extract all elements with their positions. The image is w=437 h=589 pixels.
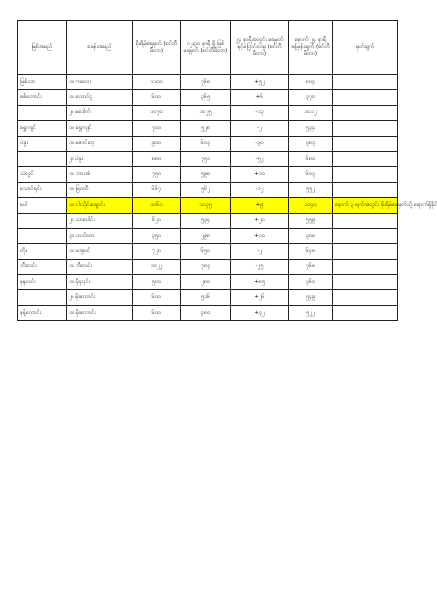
table-row	[18, 228, 398, 243]
change-cell: -၂	[231, 121, 289, 136]
danger-level-cell: ၆၆၇	[133, 182, 181, 197]
header-river: မြစ်အမည်	[18, 21, 67, 75]
change-cell: +၁၀	[231, 167, 289, 182]
river-name-cell: ဘီးလင်း	[18, 259, 67, 274]
station-name-cell: ၁။ ရွှေကျင်	[67, 121, 133, 136]
river-name-cell: သောင်ရင်း	[18, 182, 67, 197]
river-name-cell: နန့်ကောင်း	[18, 305, 67, 320]
table-row	[18, 151, 398, 166]
forecast-cell: ၁၀၁၂	[289, 105, 333, 120]
change-cell: +၁၀	[231, 228, 289, 243]
forecast-cell: ၆၀၃	[289, 167, 333, 182]
change-cell: +၂၀	[231, 213, 289, 228]
danger-level-cell: ၆၂၀	[133, 213, 181, 228]
river-name-cell: ရွှေကျင်	[18, 121, 67, 136]
station-name-cell: ၁။ ငါးသိုင်းချောင်း	[67, 198, 133, 213]
station-name-cell: ၁။ ဇောင်းတု	[67, 136, 133, 151]
river-name-cell: တိုး	[18, 244, 67, 259]
current-level-cell: ၅၉၈	[181, 167, 231, 182]
river-name-cell: သံလွင်	[18, 167, 67, 182]
remark-cell	[333, 136, 398, 151]
station-name-cell: ၁။ တောင်ငူ	[67, 90, 133, 105]
river-name-cell	[18, 228, 67, 243]
change-cell: -၃၀	[231, 136, 289, 151]
current-level-cell: ၃၆၅	[181, 90, 231, 105]
danger-level-cell: ၇၂၀	[133, 244, 181, 259]
remark-cell	[333, 275, 398, 290]
station-name-cell: ၂။ ပဲခူး	[67, 151, 133, 166]
river-name-cell: မြစ်သာ	[18, 75, 67, 90]
river-name-cell	[18, 290, 67, 305]
change-cell: -၂၅	[231, 259, 289, 274]
forecast-cell: ၃၇၀	[289, 90, 333, 105]
table-row	[18, 75, 398, 90]
remark-cell	[333, 90, 398, 105]
header-24h-change: ၂၄ နာရီအတွင်း ရေမှတ်နှင့်ပြောင်းလဲမှု (စင်တီမီတာ)	[231, 21, 289, 75]
remark-cell	[333, 151, 398, 166]
remark-cell	[333, 121, 398, 136]
river-name-cell	[18, 105, 67, 120]
danger-level-cell: ၁၁၀၀	[133, 75, 181, 90]
danger-level-cell: ၁၀၇၀	[133, 105, 181, 120]
change-cell: -၁၃	[231, 105, 289, 120]
station-name-cell: ၂။ မဒေါက်	[67, 105, 133, 120]
remark-cell	[333, 259, 398, 274]
table-row	[18, 305, 398, 320]
change-cell: +၅၂	[231, 75, 289, 90]
remark-cell	[333, 290, 398, 305]
forecast-cell: ၅၃၄	[289, 121, 333, 136]
river-name-cell	[18, 213, 67, 228]
remark-cell	[333, 244, 398, 259]
river-level-table	[17, 20, 437, 321]
current-level-cell: ၂၉၈	[181, 228, 231, 243]
table-row	[18, 198, 398, 213]
current-level-cell: ၆၀၃	[181, 136, 231, 151]
forecast-cell: ၅၂၂	[289, 305, 333, 320]
remark-cell	[333, 182, 398, 197]
danger-level-cell: ၆၀၀	[133, 290, 181, 305]
danger-level-cell: ၆၀၀	[133, 305, 181, 320]
header-remark: မှတ်ချက်	[333, 21, 398, 75]
change-cell: -၂	[231, 244, 289, 259]
remark-cell	[333, 228, 398, 243]
change-cell: +၈၅	[231, 275, 289, 290]
danger-level-cell: ၅၀၀	[133, 275, 181, 290]
danger-level-cell: ၃၅၀	[133, 228, 181, 243]
station-name-cell: ၃။ ဟင်္သာတ	[67, 228, 133, 243]
river-name-cell: ပဲခူး	[18, 136, 67, 151]
remark-cell	[333, 167, 398, 182]
forecast-cell: ၇၆၈	[289, 259, 333, 274]
station-name-cell: ၁။ ကလေး	[67, 75, 133, 90]
table-row	[18, 259, 398, 274]
forecast-cell: ၆၄၈	[289, 244, 333, 259]
change-cell: +၆	[231, 90, 289, 105]
table-row	[18, 213, 398, 228]
forecast-cell: ၅၄၉	[289, 290, 333, 305]
danger-level-cell: ၁၀၂၂	[133, 259, 181, 274]
river-name-cell	[18, 151, 67, 166]
current-level-cell: ၆၅၀	[181, 244, 231, 259]
remark-cell: နောက် ၃ ရက်အတွင်း စိုးရိမ်ရေမှတ်သို့ ရောက်ရှိနိုင်	[333, 198, 398, 213]
current-level-cell: ၅၃၄	[181, 213, 231, 228]
current-level-cell: ၂၈၀	[181, 275, 231, 290]
danger-level-cell: ၉၀၀	[133, 136, 181, 151]
forecast-cell: ၆၈၀	[289, 151, 333, 166]
station-name-cell: ၂။ မိုးကောင်း	[67, 290, 133, 305]
current-level-cell: ၅၂၈	[181, 121, 231, 136]
table-row	[18, 290, 398, 305]
table-row	[18, 167, 398, 182]
table-row	[18, 90, 398, 105]
danger-level-cell: ၁၀၆၀	[133, 198, 181, 213]
danger-level-cell: ၇၅၀	[133, 167, 181, 182]
table-row	[18, 275, 398, 290]
remark-cell	[333, 305, 398, 320]
station-name-cell: ၁။ မြဝတီ	[67, 182, 133, 197]
forecast-cell: ၅၅၂	[289, 182, 333, 197]
current-level-cell: ၅၆၂	[181, 182, 231, 197]
current-level-cell: ၇၈၃	[181, 259, 231, 274]
forecast-cell: ၁၀၄၀	[289, 198, 333, 213]
station-name-cell: ၁။ မအူပင်	[67, 244, 133, 259]
forecast-cell: ၈၀၄	[289, 75, 333, 90]
change-cell: -၅၂	[231, 151, 289, 166]
change-cell: -၁၂	[231, 182, 289, 197]
table-body	[18, 75, 437, 321]
station-name-cell: ၂။ သာပေါင်း	[67, 213, 133, 228]
change-cell: +၉	[231, 198, 289, 213]
current-level-cell: ၁၀၂၅	[181, 105, 231, 120]
table-row	[18, 121, 398, 136]
header-station: စခန်းအမည်	[67, 21, 133, 75]
remark-cell	[333, 213, 398, 228]
river-name-cell: စစ်တောင်း	[18, 90, 67, 105]
station-name-cell: ၁။ ဘီးလင်း	[67, 259, 133, 274]
forecast-cell: ၃၈၃	[289, 136, 333, 151]
river-name-cell: ဝေါ	[18, 198, 67, 213]
danger-level-cell: ၈၈၀	[133, 151, 181, 166]
table-row	[18, 244, 398, 259]
current-level-cell: ၄၈၀	[181, 305, 231, 320]
current-level-cell: ၁၀၃၅	[181, 198, 231, 213]
forecast-cell: ၃၀၈	[289, 228, 333, 243]
station-name-cell: ၁။ ဘားအံ	[67, 167, 133, 182]
current-level-cell: ၇၅၁	[181, 151, 231, 166]
remark-cell	[333, 75, 398, 90]
header-current-level: ၁၂း၃၀ နာရီ ရှိ မြစ်ရေမှတ် (စင်တီမီတာ)	[181, 21, 231, 75]
change-cell: +၂၆	[231, 290, 289, 305]
table-row	[18, 136, 398, 151]
header-danger-level: စိုးရိမ်ရေမှတ် (စင်တီမီတာ)	[133, 21, 181, 75]
table-row	[18, 182, 398, 197]
current-level-cell: ၅၁၆	[181, 290, 231, 305]
danger-level-cell: ၇၀၀	[133, 121, 181, 136]
station-name-cell: ၁။ မိုးညှင်း	[67, 275, 133, 290]
river-name-cell: နန္ဒလင်း	[18, 275, 67, 290]
header-forecast: နောက် ၂၄ နာရီ ခန့်မှန်းချက် (စင်တီမီတာ)	[289, 21, 333, 75]
change-cell: +၃၂	[231, 305, 289, 320]
station-name-cell: ၁။ မိုးကောင်း	[67, 305, 133, 320]
table-row	[18, 105, 398, 120]
danger-level-cell: ၆၀၀	[133, 90, 181, 105]
forecast-cell: ၅၅၉	[289, 213, 333, 228]
current-level-cell: ၇၆၈	[181, 75, 231, 90]
forecast-cell: ၃၆၀	[289, 275, 333, 290]
remark-cell	[333, 105, 398, 120]
table-header-row	[18, 21, 398, 75]
